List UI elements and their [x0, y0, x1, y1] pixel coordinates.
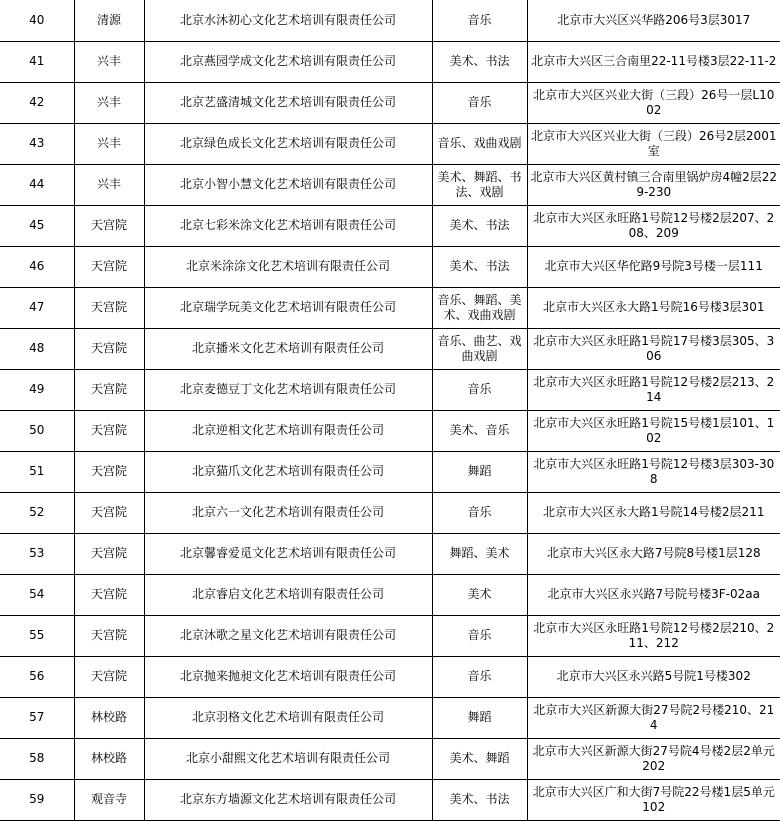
cell-number: 43	[0, 123, 74, 164]
cell-address: 北京市大兴区永旺路1号院12号楼3层303-308	[527, 451, 780, 492]
table-row	[0, 656, 780, 697]
cell-address: 北京市大兴区永旺路1号院12号楼2层210、211、212	[527, 615, 780, 656]
cell-subject: 音乐	[432, 656, 527, 697]
table-row	[0, 205, 780, 246]
cell-address: 北京市大兴区永旺路1号院12号楼2层207、208、209	[527, 205, 780, 246]
cell-subject: 美术、书法	[432, 41, 527, 82]
cell-address: 北京市大兴区永旺路1号院12号楼2层213、214	[527, 369, 780, 410]
cell-number: 58	[0, 738, 74, 779]
cell-address: 北京市大兴区永兴路7号院号楼3F-02aa	[527, 574, 780, 615]
table-row	[0, 164, 780, 205]
table-row	[0, 123, 780, 164]
cell-company-name: 北京馨睿爱觅文化艺术培训有限责任公司	[144, 533, 432, 574]
cell-company-name: 北京绿色成长文化艺术培训有限责任公司	[144, 123, 432, 164]
table-row	[0, 492, 780, 533]
cell-company-name: 北京东方墙源文化艺术培训有限责任公司	[144, 779, 432, 820]
table-row	[0, 574, 780, 615]
cell-number: 46	[0, 246, 74, 287]
cell-area: 天宫院	[74, 287, 144, 328]
cell-number: 57	[0, 697, 74, 738]
cell-number: 48	[0, 328, 74, 369]
table-row	[0, 451, 780, 492]
cell-address: 北京市大兴区华佗路9号院3号楼一层111	[527, 246, 780, 287]
cell-area: 天宫院	[74, 492, 144, 533]
cell-company-name: 北京燕园学成文化艺术培训有限责任公司	[144, 41, 432, 82]
cell-subject: 音乐、戏曲戏剧	[432, 123, 527, 164]
cell-area: 观音寺	[74, 779, 144, 820]
table-row	[0, 0, 780, 41]
cell-subject: 美术、书法	[432, 246, 527, 287]
cell-address: 北京市大兴区广和大街7号院22号楼1层5单元102	[527, 779, 780, 820]
cell-subject: 舞蹈	[432, 451, 527, 492]
cell-number: 55	[0, 615, 74, 656]
cell-subject: 美术、书法	[432, 205, 527, 246]
cell-number: 52	[0, 492, 74, 533]
cell-area: 清源	[74, 0, 144, 41]
cell-company-name: 北京瑞学玩美文化艺术培训有限责任公司	[144, 287, 432, 328]
cell-address: 北京市大兴区新源大街27号院4号楼2层2单元202	[527, 738, 780, 779]
cell-area: 天宫院	[74, 246, 144, 287]
cell-area: 林校路	[74, 738, 144, 779]
cell-address: 北京市大兴区永大路1号院14号楼2层211	[527, 492, 780, 533]
cell-number: 59	[0, 779, 74, 820]
cell-number: 50	[0, 410, 74, 451]
cell-subject: 美术、书法	[432, 779, 527, 820]
cell-area: 天宫院	[74, 369, 144, 410]
table-row	[0, 41, 780, 82]
table-row	[0, 533, 780, 574]
cell-area: 天宫院	[74, 451, 144, 492]
cell-area: 兴丰	[74, 164, 144, 205]
cell-subject: 音乐	[432, 0, 527, 41]
cell-area: 天宫院	[74, 615, 144, 656]
cell-address: 北京市大兴区永大路7号院8号楼1层128	[527, 533, 780, 574]
cell-address: 北京市大兴区三合南里22-11号楼3层22-11-2	[527, 41, 780, 82]
table-row	[0, 369, 780, 410]
cell-company-name: 北京沐歌之星文化艺术培训有限责任公司	[144, 615, 432, 656]
table-row	[0, 738, 780, 779]
cell-area: 天宫院	[74, 574, 144, 615]
cell-area: 林校路	[74, 697, 144, 738]
cell-address: 北京市大兴区兴业大街（三段）26号2层2001室	[527, 123, 780, 164]
cell-company-name: 北京七彩米涂文化艺术培训有限责任公司	[144, 205, 432, 246]
cell-number: 49	[0, 369, 74, 410]
cell-number: 40	[0, 0, 74, 41]
cell-area: 兴丰	[74, 123, 144, 164]
cell-address: 北京市大兴区黄村镇三合南里锅炉房4幢2层229-230	[527, 164, 780, 205]
table-row	[0, 410, 780, 451]
table-row	[0, 246, 780, 287]
cell-subject: 音乐	[432, 615, 527, 656]
cell-company-name: 北京小智小慧文化艺术培训有限责任公司	[144, 164, 432, 205]
cell-number: 41	[0, 41, 74, 82]
cell-area: 天宫院	[74, 410, 144, 451]
cell-subject: 音乐、曲艺、戏曲戏剧	[432, 328, 527, 369]
cell-area: 天宫院	[74, 533, 144, 574]
cell-subject: 舞蹈	[432, 697, 527, 738]
cell-area: 天宫院	[74, 656, 144, 697]
cell-address: 北京市大兴区兴华路206号3层3017	[527, 0, 780, 41]
cell-subject: 美术、音乐	[432, 410, 527, 451]
cell-number: 54	[0, 574, 74, 615]
cell-address: 北京市大兴区永兴路5号院1号楼302	[527, 656, 780, 697]
cell-number: 53	[0, 533, 74, 574]
cell-subject: 美术	[432, 574, 527, 615]
table-row	[0, 287, 780, 328]
cell-subject: 音乐	[432, 369, 527, 410]
cell-company-name: 北京抛来抛昶文化艺术培训有限责任公司	[144, 656, 432, 697]
cell-address: 北京市大兴区兴业大街（三段）26号一层L1002	[527, 82, 780, 123]
cell-company-name: 北京播米文化艺术培训有限责任公司	[144, 328, 432, 369]
cell-number: 42	[0, 82, 74, 123]
cell-area: 兴丰	[74, 82, 144, 123]
cell-address: 北京市大兴区永旺路1号院17号楼3层305、306	[527, 328, 780, 369]
table-row	[0, 615, 780, 656]
table-row	[0, 82, 780, 123]
cell-address: 北京市大兴区新源大街27号院2号楼210、214	[527, 697, 780, 738]
table-row	[0, 697, 780, 738]
cell-company-name: 北京水沐初心文化艺术培训有限责任公司	[144, 0, 432, 41]
cell-subject: 美术、舞蹈、书法、戏剧	[432, 164, 527, 205]
cell-number: 44	[0, 164, 74, 205]
cell-company-name: 北京麦德豆丁文化艺术培训有限责任公司	[144, 369, 432, 410]
cell-company-name: 北京小甜熙文化艺术培训有限责任公司	[144, 738, 432, 779]
table-row	[0, 328, 780, 369]
cell-company-name: 北京猫爪文化艺术培训有限责任公司	[144, 451, 432, 492]
cell-number: 56	[0, 656, 74, 697]
cell-subject: 音乐、舞蹈、美术、戏曲戏剧	[432, 287, 527, 328]
cell-number: 47	[0, 287, 74, 328]
cell-company-name: 北京睿启文化艺术培训有限责任公司	[144, 574, 432, 615]
cell-company-name: 北京逆相文化艺术培训有限责任公司	[144, 410, 432, 451]
cell-number: 51	[0, 451, 74, 492]
cell-area: 天宫院	[74, 328, 144, 369]
cell-area: 天宫院	[74, 205, 144, 246]
cell-subject: 音乐	[432, 82, 527, 123]
cell-subject: 音乐	[432, 492, 527, 533]
cell-subject: 舞蹈、美术	[432, 533, 527, 574]
cell-address: 北京市大兴区永大路1号院16号楼3层301	[527, 287, 780, 328]
cell-company-name: 北京羽格文化艺术培训有限责任公司	[144, 697, 432, 738]
cell-address: 北京市大兴区永旺路1号院15号楼1层101、102	[527, 410, 780, 451]
cell-company-name: 北京六一文化艺术培训有限责任公司	[144, 492, 432, 533]
cell-area: 兴丰	[74, 41, 144, 82]
cell-company-name: 北京米涂涂文化艺术培训有限责任公司	[144, 246, 432, 287]
cell-company-name: 北京艺盛清城文化艺术培训有限责任公司	[144, 82, 432, 123]
cell-subject: 美术、舞蹈	[432, 738, 527, 779]
cell-number: 45	[0, 205, 74, 246]
table-row	[0, 779, 780, 820]
